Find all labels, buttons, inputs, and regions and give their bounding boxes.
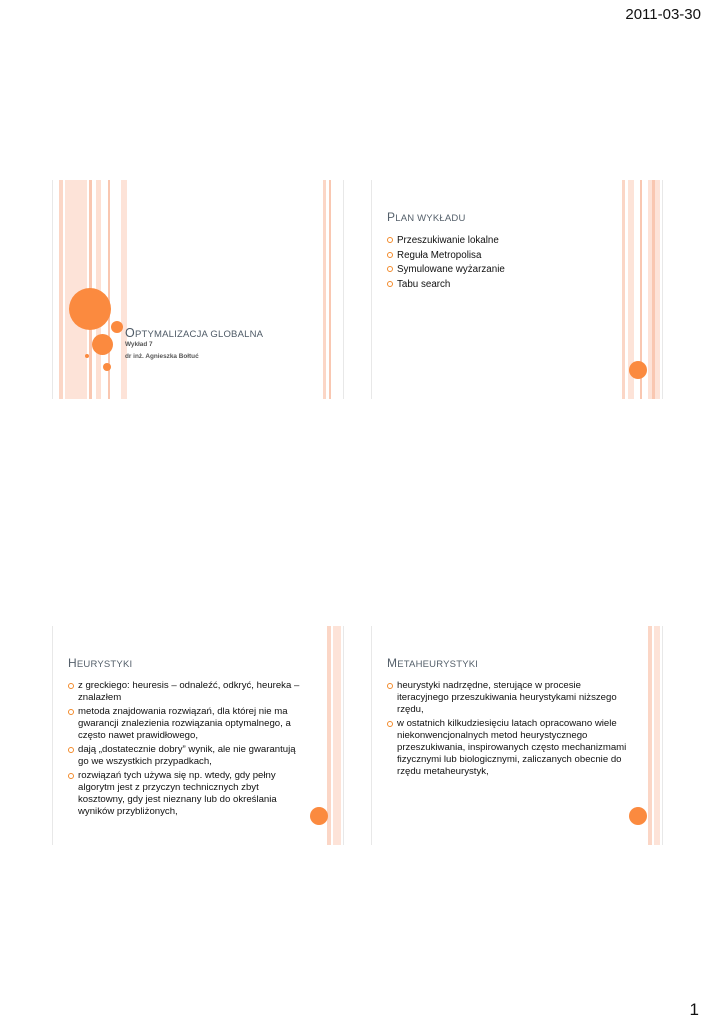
heading-rest: LAN WYKŁADU [395, 213, 466, 224]
list-item: Tabu search [387, 278, 627, 292]
heading-initial: O [125, 326, 135, 340]
decor-stripe [327, 626, 331, 845]
bullet-list [68, 680, 308, 820]
decor-circle [310, 807, 328, 825]
decor-stripe [652, 180, 655, 399]
decor-stripe [333, 626, 341, 845]
list-item: rozwiązań tych używa się np. wtedy, gdy pełny algorytm jest z przyczyn technicznych zbyt kosztowny, gdy jest nieznany lub do określania wyników przybliżonych, [68, 770, 308, 818]
decor-circle [629, 807, 647, 825]
author-name: dr inż. Agnieszka Bołtuć [125, 353, 199, 360]
decor-circle-small [103, 363, 111, 371]
heading-rest: PTYMALIZACJA GLOBALNA [134, 329, 264, 340]
decor-stripe [121, 180, 127, 399]
slide-heading [68, 656, 132, 670]
page-date: 2011-03-30 [625, 6, 701, 23]
page-number: 1 [689, 1000, 699, 1019]
decor-circle [629, 361, 647, 379]
decor-circle-medium [92, 334, 113, 355]
heading-initial: M [387, 656, 398, 670]
decor-circle-tiny [85, 354, 89, 358]
decor-stripe [323, 180, 326, 399]
lecture-number: Wykład 7 [125, 341, 153, 348]
heading-initial: P [387, 210, 396, 224]
list-item: Symulowane wyżarzanie [387, 263, 627, 277]
bullet-list [387, 234, 627, 292]
decor-stripe [654, 626, 660, 845]
list-item: heurystyki nadrzędne, sterujące w procesie iteracyjnego przeszukiwania heurystykami niższego rzędu, [387, 680, 627, 716]
bullet-list [387, 680, 627, 780]
list-item: z greckiego: heuresis – odnaleźć, odkryć, heureka – znalazłem [68, 680, 308, 704]
slide-metaheurystyki [371, 626, 663, 845]
decor-stripe [329, 180, 331, 399]
heading-rest: EURYSTYKI [76, 659, 133, 670]
list-item: dają „dostatecznie dobry” wynik, ale nie gwarantują go we wszystkich przypadkach, [68, 744, 308, 768]
list-item: Przeszukiwanie lokalne [387, 234, 627, 248]
list-item: Reguła Metropolisa [387, 249, 627, 263]
heading-initial: H [68, 656, 77, 670]
list-item: w ostatnich kilkudziesięciu latach opracowano wiele niekonwencjonalnych metod heurystycznego przeszukiwania, inspirowanych często mechanizmami fizycznymi lub biologicznymi, zaliczanych obecnie do rzędu metaheurystyk, [387, 718, 627, 778]
decor-stripe [59, 180, 63, 399]
slide-heading [387, 656, 478, 670]
decor-stripe [648, 626, 652, 845]
slide-plan-wykladu [371, 180, 663, 399]
decor-circle-medium [111, 321, 123, 333]
list-item: metoda znajdowania rozwiązań, dla której nie ma gwarancji znalezienia rozwiązania optymalnego, a często nawet prawidłowego, [68, 706, 308, 742]
heading-rest: ETAHEURYSTYKI [397, 659, 479, 670]
decor-circle-large [69, 288, 111, 330]
slide-title-optymalizacja [52, 180, 344, 399]
slide-heading [125, 326, 263, 340]
slide-heurystyki [52, 626, 344, 845]
slide-heading [387, 210, 466, 224]
